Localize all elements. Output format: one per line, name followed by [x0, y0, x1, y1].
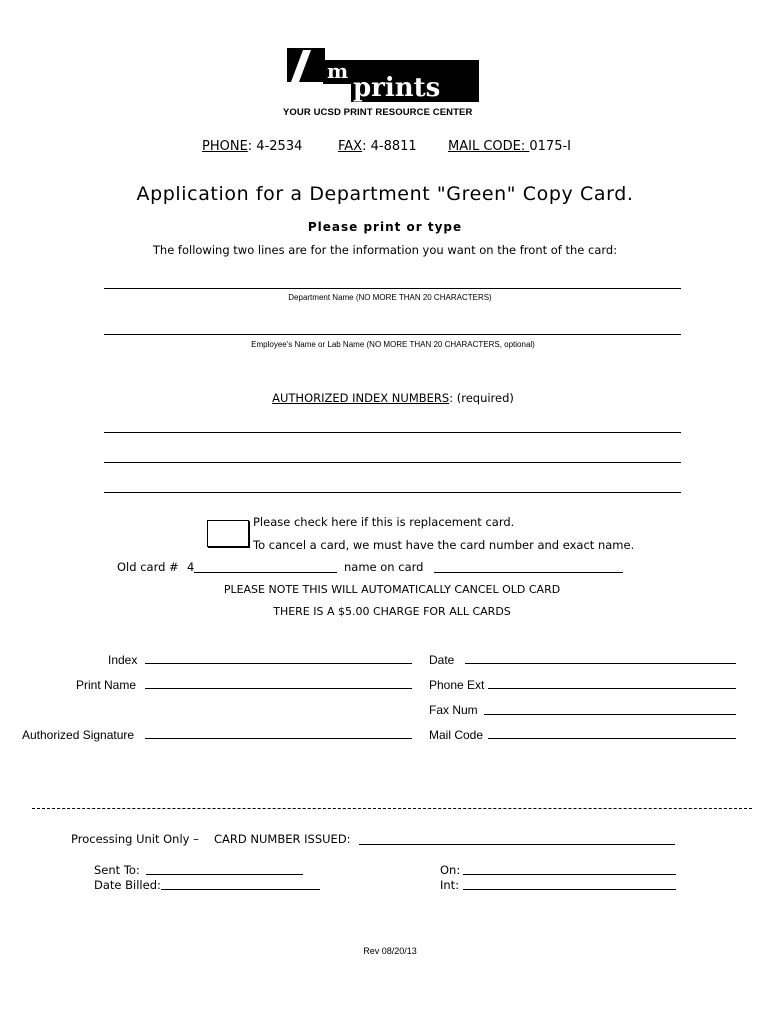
processing-unit-label: Processing Unit Only –	[71, 832, 199, 846]
print-name-field[interactable]	[145, 688, 412, 689]
mail-code-label: MAIL CODE:	[448, 139, 530, 154]
mail-code-field-label: Mail Code	[429, 728, 484, 742]
index-numbers-heading-suffix: : (required)	[449, 391, 514, 405]
old-card-number-field[interactable]	[194, 572, 337, 573]
logo-tagline: YOUR UCSD PRINT RESOURCE CENTER	[283, 107, 473, 118]
phone-value: : 4-2534	[247, 139, 303, 154]
authorized-signature-field[interactable]	[145, 738, 412, 739]
mail-code-line	[448, 139, 571, 154]
on-field[interactable]	[463, 874, 676, 875]
charge-note: THERE IS A $5.00 CHARGE FOR ALL CARDS	[273, 605, 511, 618]
department-name-caption: Department Name (NO MORE THAN 20 CHARACTERS)	[288, 293, 492, 302]
employee-name-caption: Employee's Name or Lab Name (NO MORE THAN 20 CHARACTERS, optional)	[251, 340, 535, 349]
page-subtitle: Please print or type	[307, 220, 463, 234]
replacement-checkbox[interactable]	[207, 520, 249, 547]
date-billed-label: Date Billed:	[94, 878, 161, 892]
name-on-card-field[interactable]	[434, 572, 623, 573]
fax-label: FAX	[338, 139, 363, 154]
svg-text:m: m	[327, 59, 349, 83]
mail-code-field[interactable]	[488, 738, 736, 739]
svg-text:prints: prints	[353, 73, 441, 103]
fax-line	[338, 139, 417, 154]
index-numbers-heading	[0, 391, 770, 405]
logo	[283, 44, 483, 124]
date-field[interactable]	[465, 663, 736, 664]
index-numbers-heading-label: AUTHORIZED INDEX NUMBERS	[272, 391, 450, 405]
index-field[interactable]	[145, 663, 412, 664]
name-on-card-label: name on card	[344, 560, 424, 574]
revision-label: Rev 08/20/13	[363, 946, 417, 956]
phone-label: PHONE	[202, 139, 248, 154]
old-card-prefix: 4	[187, 560, 195, 574]
cancel-note: To cancel a card, we must have the card number and exact name.	[253, 538, 635, 552]
phone-ext-field[interactable]	[488, 688, 736, 689]
fax-num-field[interactable]	[484, 714, 736, 715]
fax-num-label: Fax Num	[429, 703, 478, 717]
index-label: Index	[108, 653, 138, 667]
page-title: Application for a Department "Green" Copy Card.	[136, 183, 634, 205]
index-number-field-1[interactable]	[104, 432, 681, 433]
index-number-field-2[interactable]	[104, 462, 681, 463]
phone-ext-label: Phone Ext	[429, 678, 485, 692]
cancel-warning: PLEASE NOTE THIS WILL AUTOMATICALLY CANCEL OLD CARD	[223, 583, 561, 596]
index-number-field-3[interactable]	[104, 492, 681, 493]
fax-value: : 4-8811	[362, 139, 417, 154]
contact-line	[202, 139, 302, 154]
card-number-issued-field[interactable]	[359, 844, 675, 845]
sent-to-label: Sent To:	[94, 863, 140, 877]
authorized-signature-label: Authorized Signature	[22, 728, 135, 742]
replacement-check-label: Please check here if this is replacement card.	[253, 515, 515, 529]
card-number-issued-label: CARD NUMBER ISSUED:	[214, 832, 351, 846]
int-label: Int:	[440, 878, 460, 892]
sent-to-field[interactable]	[146, 874, 303, 875]
imprints-logo-mark	[283, 44, 483, 108]
intro-text: The following two lines are for the information you want on the front of the card:	[152, 243, 618, 257]
print-name-label: Print Name	[76, 678, 137, 692]
on-label: On:	[440, 863, 461, 877]
section-divider	[32, 808, 752, 809]
department-name-field[interactable]	[104, 288, 681, 289]
employee-name-field[interactable]	[104, 334, 681, 335]
old-card-label: Old card #	[117, 560, 179, 574]
date-label: Date	[429, 653, 455, 667]
date-billed-field[interactable]	[161, 889, 320, 890]
mail-code-value: 0175-I	[529, 139, 571, 154]
int-field[interactable]	[463, 889, 676, 890]
